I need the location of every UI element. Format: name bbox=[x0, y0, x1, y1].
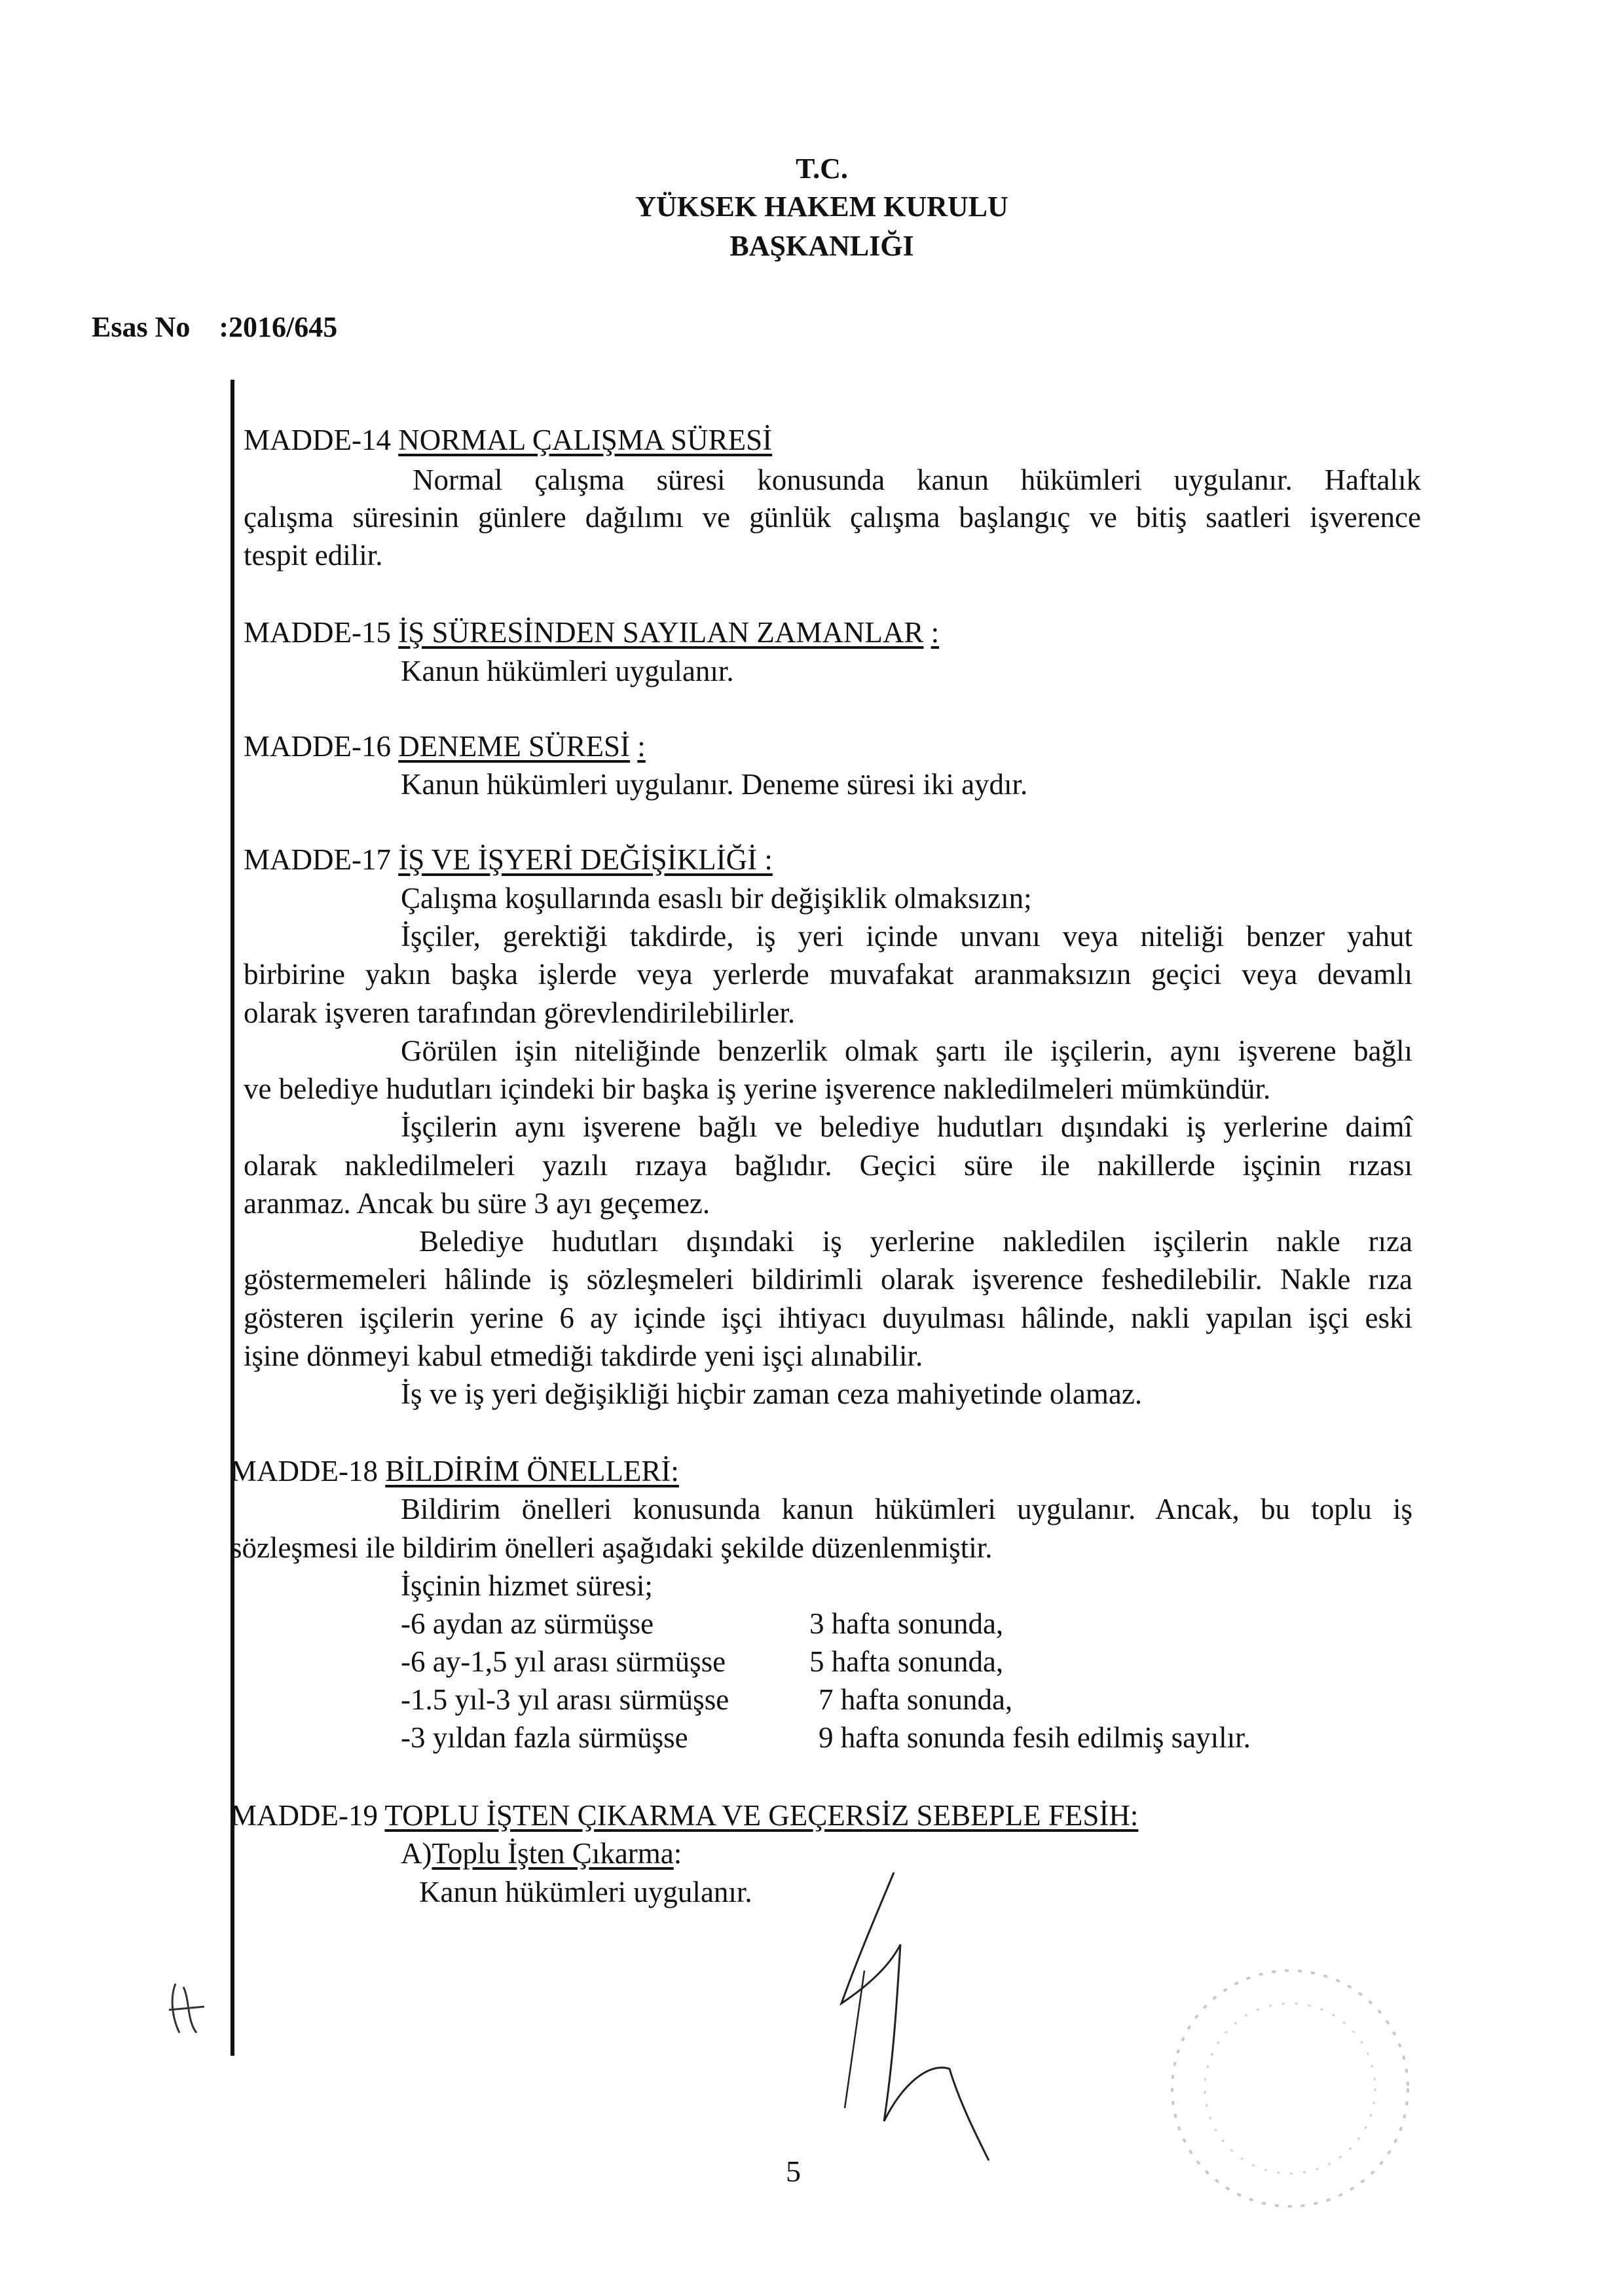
notice-period-service: -6 aydan az sürmüşse bbox=[401, 1607, 654, 1640]
case-number bbox=[92, 310, 337, 344]
notice-period-row bbox=[401, 1680, 729, 1720]
article-17-number: MADDE-17 bbox=[244, 843, 391, 876]
notice-period-row bbox=[401, 1642, 726, 1682]
article-19-subsection-colon: : bbox=[673, 1837, 682, 1870]
article-17-line-6: ve belediye hudutları içindeki bir başka iş yerine işverence nakledilmeleri mümkündür. bbox=[244, 1072, 1271, 1105]
article-18-line-2: sözleşmesi ile bildirim önelleri aşağıdaki şekilde düzenlenmiştir. bbox=[231, 1531, 993, 1564]
article-19-heading bbox=[231, 1796, 1138, 1836]
header-institution: YÜKSEK HAKEM KURULU bbox=[635, 191, 1008, 223]
article-16-heading bbox=[244, 727, 646, 767]
article-17-line-7: İşçilerin aynı işverene bağlı ve belediye hudutları dışındaki iş yerlerine daimî bbox=[401, 1110, 1412, 1143]
article-19-title: TOPLU İŞTEN ÇIKARMA VE GEÇERSİZ SEBEPLE FESİH: bbox=[384, 1799, 1139, 1832]
article-17-line-11: göstermemeleri hâlinde iş sözleşmeleri bildirimli olarak işverence feshedilebilir. Nakle rıza bbox=[244, 1263, 1412, 1296]
article-16-colon: : bbox=[637, 730, 646, 763]
notice-period-row bbox=[401, 1604, 654, 1644]
case-number-label: Esas No bbox=[92, 311, 191, 343]
faded-stamp bbox=[1153, 1951, 1428, 2229]
notice-period-row bbox=[819, 1718, 1251, 1758]
article-17-line-2: İşçiler, gerektiği takdirde, iş yeri içinde unvanı veya niteliği benzer yahut bbox=[401, 920, 1412, 953]
article-16-title: DENEME SÜRESİ bbox=[398, 730, 630, 763]
article-14-line-1: Normal çalışma süresi konusunda kanun hükümleri uygulanır. Haftalık bbox=[413, 464, 1421, 496]
article-17-line-3: birbirine yakın başka işlerde veya yerlerde muvafakat aranmaksızın geçici veya devamlı bbox=[244, 958, 1412, 991]
notice-period-duration: 5 hafta sonunda, bbox=[809, 1645, 1004, 1678]
article-17-line-10: Belediye hudutları dışındaki iş yerlerine nakledilen işçilerin nakle rıza bbox=[419, 1225, 1412, 1258]
article-19-line-1: Kanun hükümleri uygulanır. bbox=[419, 1876, 752, 1908]
article-19-number: MADDE-19 bbox=[231, 1799, 378, 1832]
article-18-number: MADDE-18 bbox=[231, 1455, 378, 1487]
article-17-title: İŞ VE İŞYERİ DEĞİŞİKLİĞİ : bbox=[398, 843, 773, 876]
article-14-line-2: çalışma süresinin günlere dağılımı ve günlük çalışma başlangıç ve bitiş saatleri işverence bbox=[244, 501, 1421, 534]
notice-period-row bbox=[401, 1718, 688, 1758]
article-17-line-1: Çalışma koşullarında esaslı bir değişiklik olmaksızın; bbox=[401, 882, 1032, 915]
margin-initials bbox=[164, 1971, 216, 2046]
notice-period-service: -6 ay-1,5 yıl arası sürmüşse bbox=[401, 1645, 726, 1678]
article-16-line-1: Kanun hükümleri uygulanır. Deneme süresi iki aydır. bbox=[401, 768, 1028, 801]
article-18-line-3: İşçinin hizmet süresi; bbox=[401, 1569, 653, 1602]
header-department: BAŞKANLIĞI bbox=[729, 230, 914, 262]
article-17-heading bbox=[244, 840, 773, 880]
article-17-line-8: olarak nakledilmeleri yazılı rızaya bağlıdır. Geçici süre ile nakillerde işçinin rızası bbox=[244, 1149, 1412, 1182]
article-17-line-14: İş ve iş yeri değişikliği hiçbir zaman ceza mahiyetinde olamaz. bbox=[401, 1377, 1143, 1410]
article-15-colon: : bbox=[931, 616, 940, 649]
article-17-line-9: aranmaz. Ancak bu süre 3 ayı geçemez. bbox=[244, 1187, 710, 1220]
notice-period-service: -1.5 yıl-3 yıl arası sürmüşse bbox=[401, 1683, 729, 1716]
article-17-line-13: işine dönmeyi kabul etmediği takdirde yeni işçi alınabilir. bbox=[244, 1339, 923, 1372]
notice-period-duration: 9 hafta sonunda fesih edilmiş sayılır. bbox=[819, 1721, 1251, 1754]
article-18-line-1: Bildirim önelleri konusunda kanun hükümleri uygulanır. Ancak, bu toplu iş bbox=[401, 1493, 1412, 1525]
notice-period-row bbox=[809, 1642, 1003, 1682]
article-14-line-3: tespit edilir. bbox=[244, 539, 383, 572]
article-14-number: MADDE-14 bbox=[244, 424, 391, 456]
signature bbox=[779, 1866, 1015, 2170]
article-16-number: MADDE-16 bbox=[244, 730, 391, 763]
notice-period-duration: 3 hafta sonunda, bbox=[809, 1607, 1004, 1640]
article-15-heading bbox=[244, 613, 939, 653]
article-17-line-12: gösteren işçilerin yerine 6 ay içinde işçi ihtiyacı duyulması hâlinde, nakli yapılan işçi eski bbox=[244, 1302, 1412, 1334]
notice-period-duration: 7 hafta sonunda, bbox=[819, 1683, 1013, 1716]
article-14-title: NORMAL ÇALIŞMA SÜRESİ bbox=[398, 424, 773, 456]
article-15-line-1: Kanun hükümleri uygulanır. bbox=[401, 655, 734, 687]
article-15-title: İŞ SÜRESİNDEN SAYILAN ZAMANLAR bbox=[398, 616, 924, 649]
article-15-number: MADDE-15 bbox=[244, 616, 391, 649]
article-14-heading bbox=[244, 420, 772, 460]
notice-period-row bbox=[819, 1680, 1012, 1720]
case-number-value: :2016/645 bbox=[219, 311, 338, 343]
page-number: 5 bbox=[786, 2155, 801, 2188]
article-19-subsection-title: Toplu İşten Çıkarma bbox=[432, 1837, 674, 1870]
article-19-subsection bbox=[401, 1834, 682, 1874]
notice-period-service: -3 yıldan fazla sürmüşse bbox=[401, 1721, 688, 1754]
article-17-line-4: olarak işveren tarafından görevlendirilebilirler. bbox=[244, 996, 796, 1029]
article-18-title: BİLDİRİM ÖNELLERİ: bbox=[385, 1455, 679, 1487]
article-17-line-5: Görülen işin niteliğinde benzerlik olmak şartı ile işçilerin, aynı işverene bağlı bbox=[401, 1034, 1412, 1067]
article-18-heading bbox=[231, 1451, 679, 1491]
article-19-subsection-prefix: A) bbox=[401, 1837, 432, 1870]
notice-period-row bbox=[809, 1604, 1003, 1644]
header-tc: T.C. bbox=[796, 153, 848, 185]
